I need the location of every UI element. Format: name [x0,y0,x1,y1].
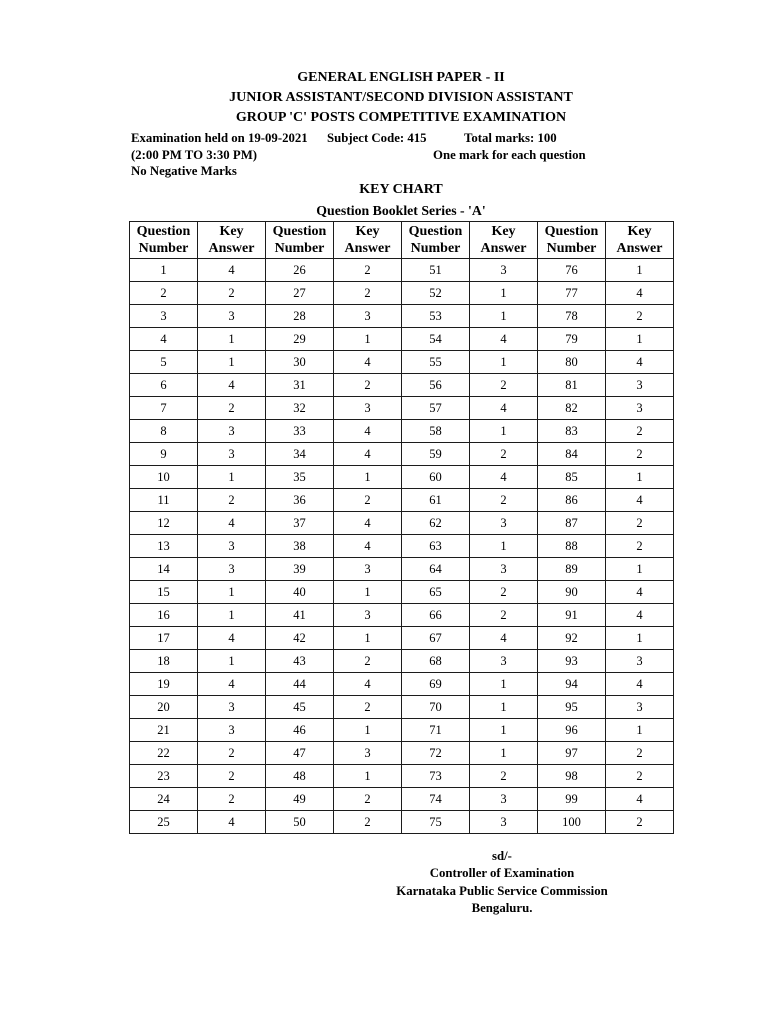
question-number-cell: 12 [130,512,198,535]
question-number-cell: 66 [402,604,470,627]
question-number-cell: 59 [402,443,470,466]
question-number-cell: 9 [130,443,198,466]
key-answer-cell: 2 [334,650,402,673]
key-answer-cell: 4 [470,627,538,650]
key-answer-cell: 3 [470,811,538,834]
question-number-cell: 33 [266,420,334,443]
table-row [130,581,674,604]
key-answer-cell: 1 [198,650,266,673]
key-answer-cell: 1 [470,282,538,305]
question-number-cell: 1 [130,259,198,282]
question-number-cell: 97 [538,742,606,765]
document-title-block [129,68,673,128]
key-answer-cell: 4 [198,811,266,834]
question-number-cell: 68 [402,650,470,673]
question-number-cell: 26 [266,259,334,282]
key-answer-cell: 1 [334,765,402,788]
question-number-cell: 44 [266,673,334,696]
key-answer-cell: 4 [198,259,266,282]
question-number-cell: 60 [402,466,470,489]
question-number-cell: 19 [130,673,198,696]
table-row [130,305,674,328]
question-number-cell: 5 [130,351,198,374]
key-answer-cell: 1 [606,627,674,650]
question-number-cell: 22 [130,742,198,765]
key-answer-cell: 1 [334,581,402,604]
question-number-cell: 63 [402,535,470,558]
key-answer-cell: 4 [334,512,402,535]
key-answer-cell: 2 [334,788,402,811]
exam-time: (2:00 PM TO 3:30 PM) [131,148,258,162]
key-answer-cell: 4 [470,466,538,489]
question-number-cell: 99 [538,788,606,811]
key-answer-cell: 4 [334,535,402,558]
key-answer-cell: 2 [606,443,674,466]
question-number-cell: 35 [266,466,334,489]
question-number-cell: 39 [266,558,334,581]
table-row [130,489,674,512]
key-answer-cell: 3 [198,420,266,443]
key-answer-cell: 4 [198,512,266,535]
question-number-cell: 4 [130,328,198,351]
booklet-series: Question Booklet Series - 'A' [316,203,486,218]
question-number-cell: 82 [538,397,606,420]
question-number-cell: 61 [402,489,470,512]
question-number-cell: 79 [538,328,606,351]
key-answer-cell: 4 [606,489,674,512]
column-header-key-answer: Key Answer [198,222,266,259]
key-answer-cell: 1 [606,719,674,742]
question-number-cell: 27 [266,282,334,305]
key-answer-cell: 4 [606,581,674,604]
key-answer-cell: 4 [334,443,402,466]
table-row [130,443,674,466]
question-number-cell: 31 [266,374,334,397]
key-answer-cell: 1 [606,328,674,351]
key-answer-cell: 1 [470,420,538,443]
table-row [130,696,674,719]
key-answer-cell: 3 [606,374,674,397]
question-number-cell: 17 [130,627,198,650]
question-number-cell: 7 [130,397,198,420]
question-number-cell: 13 [130,535,198,558]
column-header-key-answer: Key Answer [334,222,402,259]
key-answer-cell: 1 [334,719,402,742]
key-answer-cell: 4 [334,351,402,374]
key-answer-cell: 2 [470,443,538,466]
question-number-cell: 67 [402,627,470,650]
key-answer-cell: 1 [470,673,538,696]
question-number-cell: 76 [538,259,606,282]
table-row [130,282,674,305]
table-row [130,788,674,811]
table-row [130,650,674,673]
key-answer-cell: 2 [198,742,266,765]
question-number-cell: 51 [402,259,470,282]
question-number-cell: 11 [130,489,198,512]
table-row [130,328,674,351]
question-number-cell: 49 [266,788,334,811]
question-number-cell: 21 [130,719,198,742]
question-number-cell: 30 [266,351,334,374]
table-row [130,351,674,374]
column-header-key-answer: Key Answer [606,222,674,259]
key-answer-cell: 3 [334,305,402,328]
key-answer-cell: 3 [198,443,266,466]
signatory-designation: Controller of Examination [429,866,575,881]
table-row [130,535,674,558]
question-number-cell: 16 [130,604,198,627]
question-number-cell: 100 [538,811,606,834]
question-number-cell: 80 [538,351,606,374]
table-row [130,627,674,650]
question-number-cell: 65 [402,581,470,604]
key-answer-cell: 4 [334,673,402,696]
question-number-cell: 83 [538,420,606,443]
column-header-question-number: Question Number [538,222,606,259]
question-number-cell: 58 [402,420,470,443]
key-answer-cell: 2 [606,765,674,788]
key-answer-cell: 2 [334,696,402,719]
exam-title: GROUP 'C' POSTS COMPETITIVE EXAMINATION [235,110,567,125]
key-answer-cell: 1 [606,466,674,489]
column-header-key-answer: Key Answer [470,222,538,259]
question-number-cell: 87 [538,512,606,535]
key-answer-cell: 3 [198,558,266,581]
question-number-cell: 50 [266,811,334,834]
signature-mark: sd/- [492,849,512,863]
question-number-cell: 36 [266,489,334,512]
key-answer-cell: 3 [470,512,538,535]
key-answer-cell: 2 [334,811,402,834]
key-answer-cell: 1 [198,351,266,374]
marking-scheme: One mark for each question [433,148,586,162]
key-answer-cell: 1 [198,604,266,627]
key-chart-table-body [130,259,674,834]
question-number-cell: 57 [402,397,470,420]
question-number-cell: 85 [538,466,606,489]
question-number-cell: 29 [266,328,334,351]
question-number-cell: 70 [402,696,470,719]
key-answer-cell: 2 [606,535,674,558]
key-answer-cell: 2 [606,811,674,834]
table-row [130,259,674,282]
key-answer-cell: 4 [198,627,266,650]
question-number-cell: 89 [538,558,606,581]
column-header-question-number: Question Number [130,222,198,259]
question-number-cell: 74 [402,788,470,811]
key-answer-cell: 4 [606,604,674,627]
column-header-question-number: Question Number [266,222,334,259]
question-number-cell: 53 [402,305,470,328]
key-answer-cell: 3 [198,305,266,328]
question-number-cell: 28 [266,305,334,328]
key-answer-cell: 2 [470,604,538,627]
key-answer-cell: 3 [606,397,674,420]
column-header-question-number: Question Number [402,222,470,259]
negative-marks-note: No Negative Marks [131,164,237,178]
question-number-cell: 38 [266,535,334,558]
key-answer-cell: 1 [470,305,538,328]
question-number-cell: 25 [130,811,198,834]
question-number-cell: 45 [266,696,334,719]
table-row [130,765,674,788]
key-answer-cell: 4 [198,673,266,696]
key-answer-cell: 2 [198,489,266,512]
table-row [130,742,674,765]
question-number-cell: 8 [130,420,198,443]
key-answer-cell: 3 [606,650,674,673]
key-answer-cell: 4 [470,328,538,351]
question-number-cell: 47 [266,742,334,765]
key-answer-cell: 2 [470,374,538,397]
question-number-cell: 20 [130,696,198,719]
key-answer-cell: 2 [606,420,674,443]
question-number-cell: 34 [266,443,334,466]
table-row [130,420,674,443]
subject-code: Subject Code: 415 [327,131,427,145]
key-answer-cell: 2 [198,282,266,305]
key-answer-cell: 1 [198,466,266,489]
question-number-cell: 24 [130,788,198,811]
key-answer-cell: 2 [334,282,402,305]
key-answer-cell: 2 [198,397,266,420]
question-number-cell: 75 [402,811,470,834]
key-answer-cell: 1 [606,558,674,581]
table-row [130,374,674,397]
key-answer-cell: 3 [606,696,674,719]
key-answer-cell: 3 [334,397,402,420]
question-number-cell: 56 [402,374,470,397]
table-row [130,466,674,489]
key-answer-cell: 1 [470,535,538,558]
key-answer-cell: 3 [470,650,538,673]
question-number-cell: 95 [538,696,606,719]
key-answer-cell: 2 [334,489,402,512]
key-answer-cell: 2 [606,512,674,535]
key-chart-table-header [130,222,674,259]
key-answer-cell: 2 [470,765,538,788]
key-answer-cell: 3 [198,696,266,719]
key-answer-cell: 1 [334,328,402,351]
key-answer-cell: 3 [470,788,538,811]
key-answer-cell: 4 [198,374,266,397]
question-number-cell: 3 [130,305,198,328]
question-number-cell: 10 [130,466,198,489]
paper-title: GENERAL ENGLISH PAPER - II [297,70,505,85]
key-answer-cell: 3 [334,558,402,581]
key-answer-cell: 1 [470,742,538,765]
question-number-cell: 77 [538,282,606,305]
question-number-cell: 69 [402,673,470,696]
question-number-cell: 55 [402,351,470,374]
question-number-cell: 32 [266,397,334,420]
key-answer-cell: 3 [198,535,266,558]
question-number-cell: 91 [538,604,606,627]
question-number-cell: 18 [130,650,198,673]
key-chart-title: KEY CHART [359,182,443,197]
key-answer-cell: 4 [606,788,674,811]
question-number-cell: 54 [402,328,470,351]
table-row [130,719,674,742]
question-number-cell: 72 [402,742,470,765]
key-answer-cell: 4 [334,420,402,443]
key-answer-cell: 1 [334,627,402,650]
key-answer-cell: 4 [606,673,674,696]
key-answer-cell: 1 [198,581,266,604]
key-answer-cell: 3 [334,742,402,765]
question-number-cell: 14 [130,558,198,581]
table-row [130,673,674,696]
signatory-location: Bengaluru. [471,900,533,915]
table-row [130,604,674,627]
key-answer-cell: 2 [198,765,266,788]
question-number-cell: 6 [130,374,198,397]
signature-block [382,848,622,917]
question-number-cell: 73 [402,765,470,788]
key-answer-cell: 4 [470,397,538,420]
question-number-cell: 71 [402,719,470,742]
post-title: JUNIOR ASSISTANT/SECOND DIVISION ASSISTANT [229,90,573,105]
table-row [130,558,674,581]
key-answer-cell: 3 [334,604,402,627]
question-number-cell: 2 [130,282,198,305]
question-number-cell: 23 [130,765,198,788]
key-answer-cell: 2 [470,581,538,604]
key-answer-cell: 2 [470,489,538,512]
question-number-cell: 43 [266,650,334,673]
signatory-organization: Karnataka Public Service Commission [396,883,608,898]
question-number-cell: 15 [130,581,198,604]
key-answer-cell: 3 [198,719,266,742]
key-answer-cell: 3 [470,259,538,282]
key-answer-cell: 2 [606,742,674,765]
question-number-cell: 37 [266,512,334,535]
table-row [130,811,674,834]
question-number-cell: 96 [538,719,606,742]
question-number-cell: 41 [266,604,334,627]
question-number-cell: 52 [402,282,470,305]
key-answer-cell: 1 [334,466,402,489]
key-answer-cell: 1 [470,351,538,374]
question-number-cell: 90 [538,581,606,604]
question-number-cell: 86 [538,489,606,512]
question-number-cell: 92 [538,627,606,650]
question-number-cell: 48 [266,765,334,788]
question-number-cell: 64 [402,558,470,581]
question-number-cell: 94 [538,673,606,696]
question-number-cell: 88 [538,535,606,558]
question-number-cell: 98 [538,765,606,788]
key-answer-cell: 2 [198,788,266,811]
key-answer-cell: 1 [470,719,538,742]
question-number-cell: 93 [538,650,606,673]
key-answer-cell: 4 [606,351,674,374]
header-row [130,222,674,259]
key-answer-cell: 4 [606,282,674,305]
question-number-cell: 40 [266,581,334,604]
exam-date: Examination held on 19-09-2021 [131,131,308,145]
key-answer-cell: 2 [334,374,402,397]
key-answer-cell: 1 [198,328,266,351]
key-answer-cell: 1 [470,696,538,719]
question-number-cell: 62 [402,512,470,535]
key-answer-cell: 2 [334,259,402,282]
question-number-cell: 78 [538,305,606,328]
key-answer-cell: 2 [606,305,674,328]
key-answer-cell: 3 [470,558,538,581]
question-number-cell: 81 [538,374,606,397]
key-chart-table [129,221,674,834]
total-marks: Total marks: 100 [464,131,557,145]
table-row [130,397,674,420]
question-number-cell: 46 [266,719,334,742]
table-row [130,512,674,535]
question-number-cell: 84 [538,443,606,466]
key-answer-cell: 1 [606,259,674,282]
question-number-cell: 42 [266,627,334,650]
